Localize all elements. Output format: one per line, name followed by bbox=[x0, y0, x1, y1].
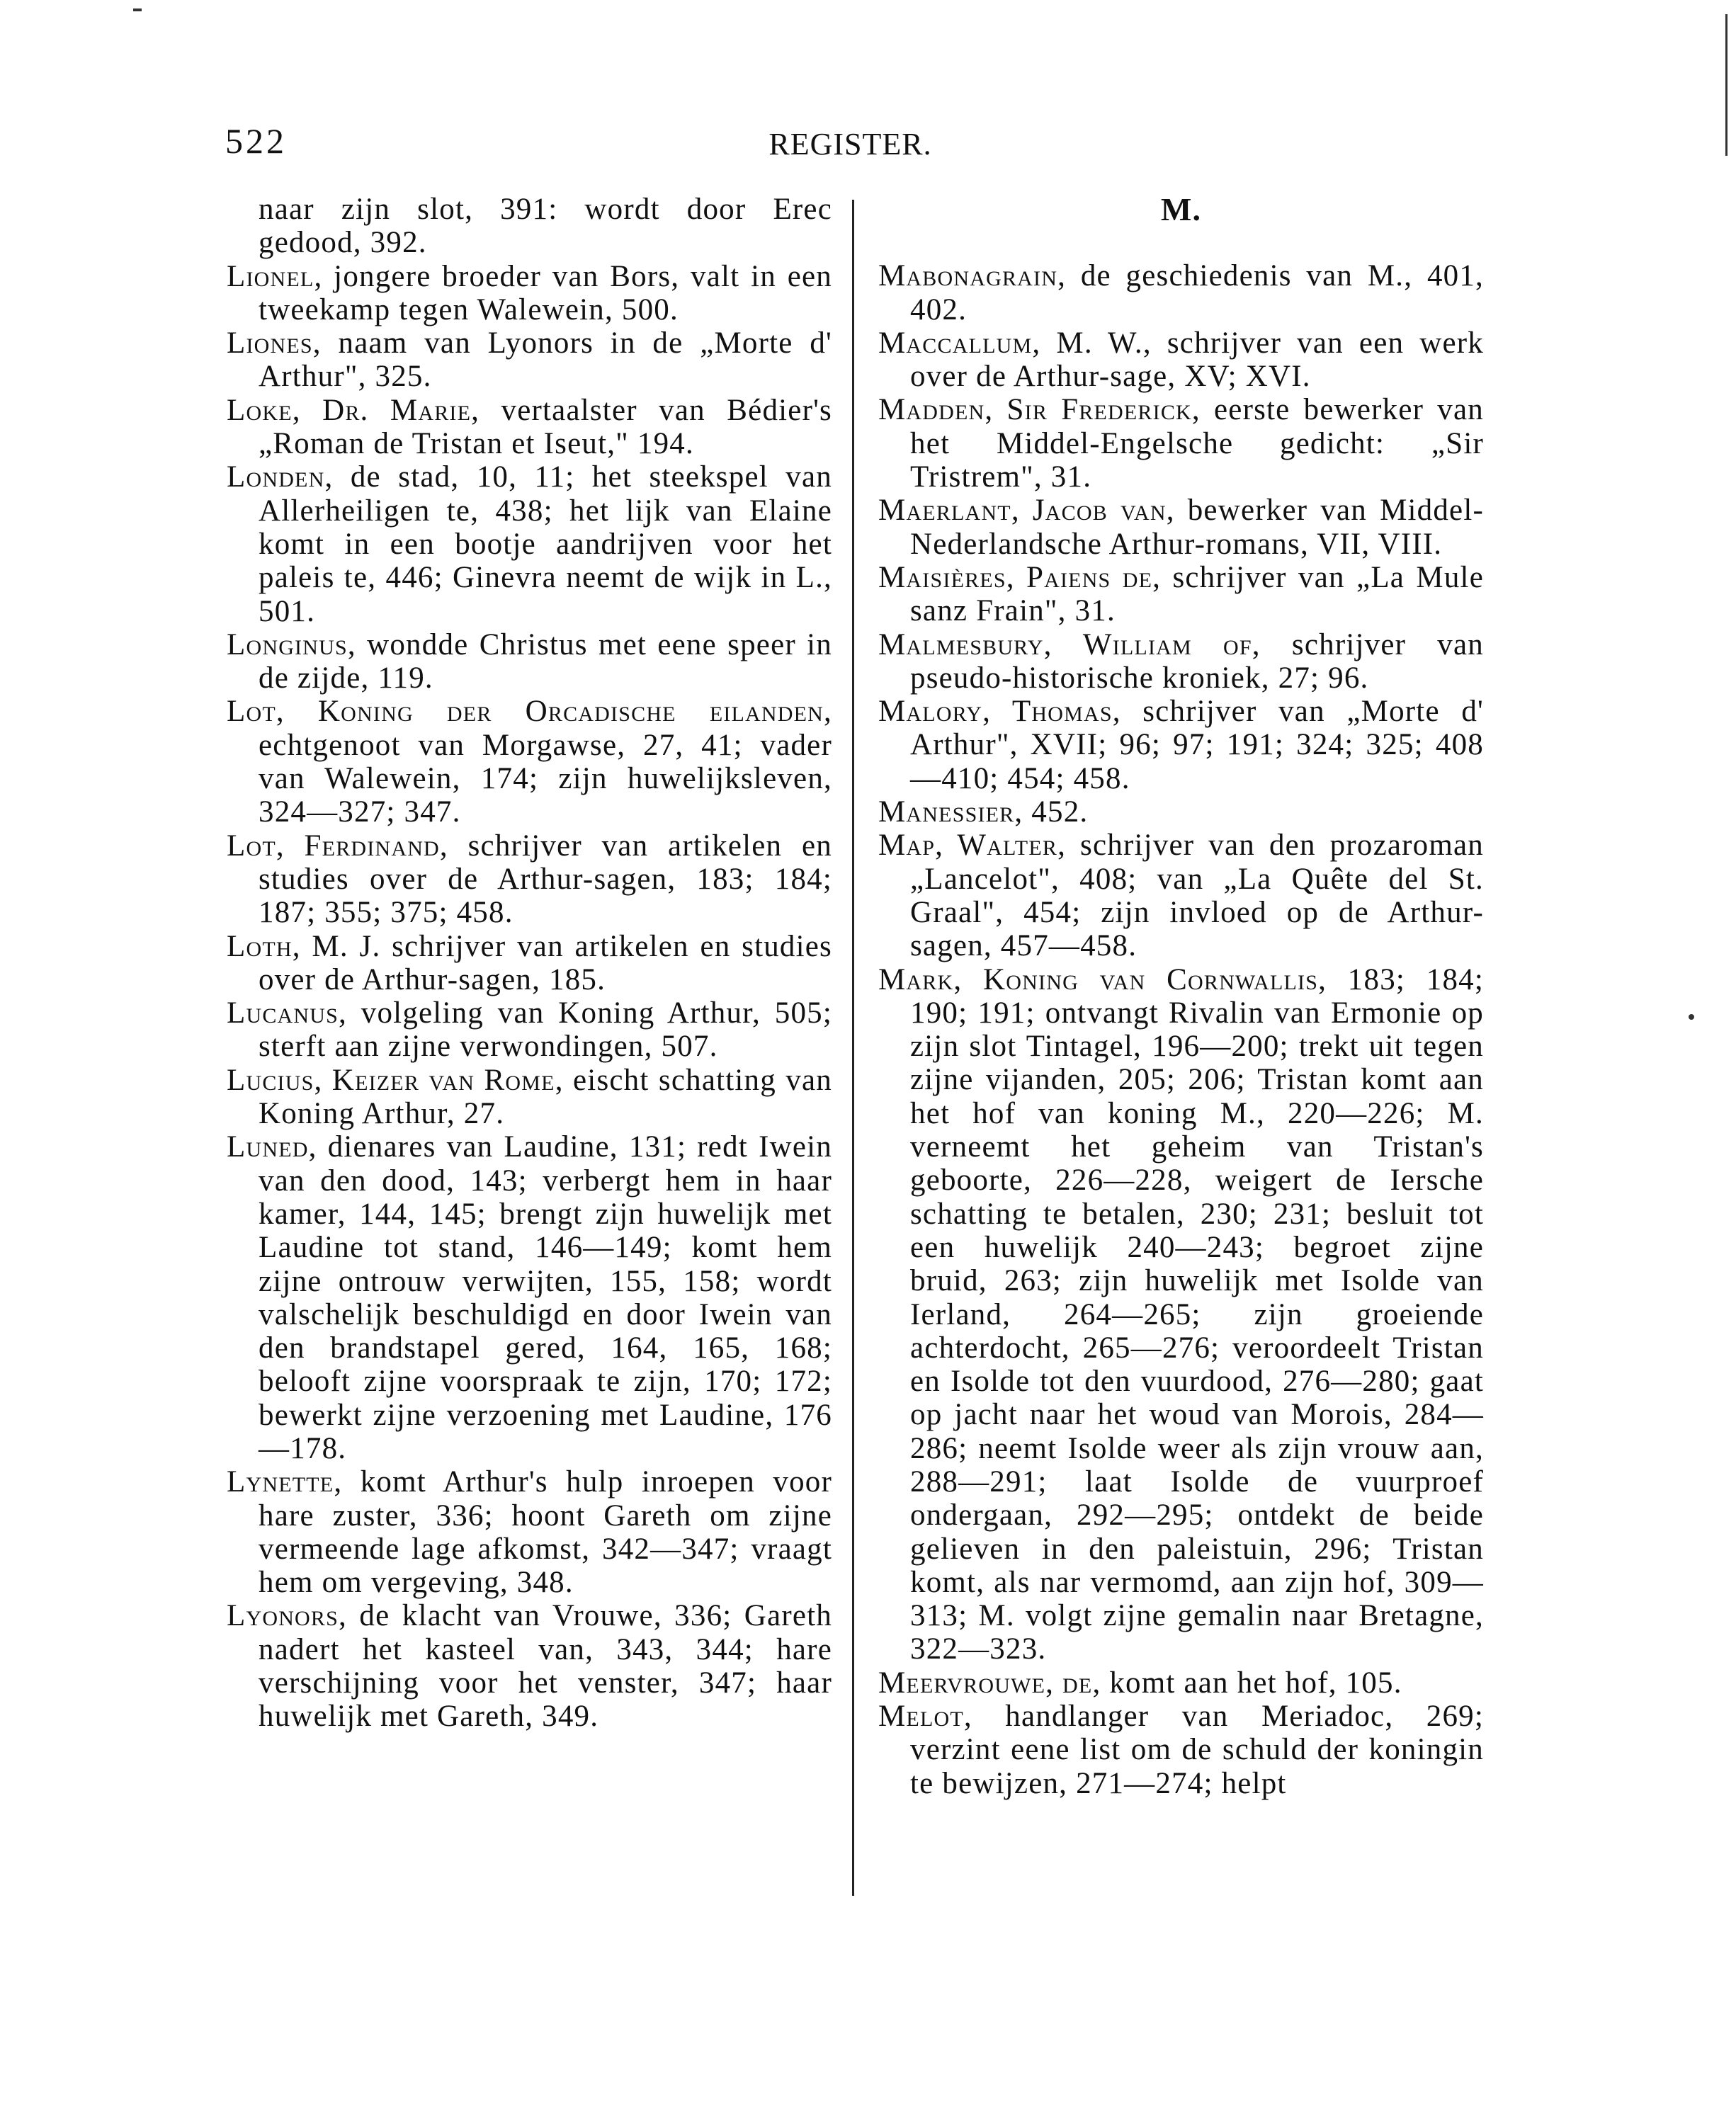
entry-text: , echtgenoot van Morgawse, 27, 41; vader van Walewein, 174; zijn huwelijksleven, 324—327; 347. bbox=[259, 695, 832, 829]
running-title bbox=[0, 126, 1736, 162]
entry-text: , 183; 184; 190; 191; ontvangt Rivalin van Ermonie op zijn slot Tintagel, 196—200; trekt uit tegen zijne vijanden, 205; 206; Tristan komt aan het hof van koning M., 220—226; M. verneemt het geheim van Tristan's geboorte, 226—228, weigert de Iersche schatting te betalen, 230; 231; besluit tot een huwelijk 240—243; begroet zijne bruid, 263; zijn huwelijk met Isolde van Ierland, 264—265; zijn groeiende achterdocht, 265—276; veroordeelt Tristan en Isolde tot den vuurdood, 276—280; gaat op jacht naar het woud van Morois, 284—286; neemt Isolde weer als zijn vrouw aan, 288—291; laat Isolde de vuurproef ondergaan, 292—295; ontdekt de beide gelieven in den paleistuin, 296; Tristan komt, als nar vermomd, aan zijn hof, 309—313; M. volgt zijne gemalin naar Bretagne, 322—323. bbox=[910, 962, 1485, 1666]
index-entry bbox=[227, 1599, 832, 1733]
entry-text: , schrijver van „Morte d' Arthur", XVII; 96; 97; 191; 324; 325; 408—410; 454; 458. bbox=[910, 695, 1484, 795]
index-entry bbox=[878, 829, 1484, 962]
index-entry bbox=[878, 628, 1484, 695]
entry-text: , komt Arthur's hulp inroepen voor hare zuster, 336; hoont Gareth om zijne vermeende lage afkomst, 342—347; vraagt hem om vergeving, 348. bbox=[259, 1465, 832, 1600]
index-entry bbox=[878, 494, 1484, 561]
entry-text: , M. J. schrijver van artikelen en studies over de Arthur-sagen, 185. bbox=[259, 929, 832, 996]
running-title-text: REGISTER. bbox=[768, 127, 932, 161]
entry-text: naar zijn slot, 391: wordt door Erec gedood, 392. bbox=[259, 193, 832, 260]
entry-text: , de stad, 10, 11; het steekspel van Allerheiligen te, 438; het lijk van Elaine komt in een bootje aandrijven voor het paleis te, 446; Ginevra neemt de wijk in L., 501. bbox=[259, 460, 832, 628]
entry-text: , schrijver van artikelen en studies over de Arthur-sagen, 183; 184; 187; 355; 375; 458. bbox=[259, 829, 832, 930]
index-entry bbox=[878, 695, 1484, 795]
index-entry bbox=[227, 996, 832, 1064]
right-column-entries bbox=[878, 259, 1484, 1800]
entry-head: Lucanus bbox=[227, 996, 339, 1030]
entry-head: Longinus bbox=[227, 627, 348, 661]
entry-head: Lyonors bbox=[227, 1599, 339, 1633]
entry-text: , schrijver van „La Mule sanz Frain", 31. bbox=[910, 560, 1484, 628]
index-entry bbox=[227, 1130, 832, 1465]
entry-head: Maerlant, Jacob van bbox=[878, 494, 1167, 528]
index-entry bbox=[227, 460, 832, 627]
index-entry bbox=[227, 930, 832, 997]
index-entry bbox=[227, 326, 832, 394]
index-entry bbox=[227, 829, 832, 930]
entry-text: , de geschiedenis van M., 401, 402. bbox=[910, 259, 1484, 326]
index-entry bbox=[227, 1064, 832, 1131]
entry-head: Malmesbury, William of bbox=[878, 627, 1252, 661]
entry-text: , dienares van Laudine, 131; redt Iwein van den dood, 143; verbergt hem in haar kamer, 144, 145; brengt zijn huwelijk met Laudine tot stand, 146—149; komt hem zijne ontrouw verwijten, 155, 158; wordt valschelijk beschuldigd en door Iwein van den brandstapel gered, 164, 165, 168; belooft zijne voorspraak te zijn, 170; 172; bewerkt zijne verzoening met Laudine, 176—178. bbox=[259, 1130, 832, 1465]
column-divider bbox=[852, 200, 854, 1896]
entry-text: , eerste bewerker van het Middel-Engelsche gedicht: „Sir Tristrem", 31. bbox=[910, 393, 1484, 494]
index-entry bbox=[878, 393, 1484, 494]
right-column bbox=[878, 193, 1484, 1800]
index-entry bbox=[227, 260, 832, 327]
entry-head: Londen bbox=[227, 460, 325, 494]
section-letter: M. bbox=[1160, 191, 1202, 227]
entry-text: , vertaalster van Bédier's „Roman de Tristan et Iseut," 194. bbox=[259, 393, 832, 461]
entry-text: , schrijver van den prozaroman „Lancelot", 408; van „La Quête del St. Graal", 454; zijn invloed op de Arthur-sagen, 457—458. bbox=[910, 829, 1484, 963]
entry-head: Maisières, Paiens de bbox=[878, 560, 1153, 594]
entry-head: Map, Walter bbox=[878, 829, 1058, 863]
entry-text: , 452. bbox=[1014, 795, 1089, 829]
entry-head: Lynette bbox=[227, 1465, 334, 1499]
entry-head: Mabonagrain bbox=[878, 259, 1058, 293]
entry-head: Liones bbox=[227, 326, 313, 360]
entry-head: Malory, Thomas bbox=[878, 695, 1113, 729]
entry-head: Madden, Sir Frederick bbox=[878, 393, 1192, 427]
index-entry bbox=[878, 326, 1484, 394]
index-entry bbox=[878, 963, 1484, 1666]
entry-text: , naam van Lyonors in de „Morte d' Arthur", 325. bbox=[259, 326, 832, 394]
entry-text: , schrijver van pseudo-historische kroniek, 27; 96. bbox=[910, 627, 1484, 695]
index-entry bbox=[878, 1700, 1484, 1800]
index-entry bbox=[878, 795, 1484, 829]
entry-text: , komt aan het hof, 105. bbox=[1092, 1666, 1402, 1700]
index-entry bbox=[227, 193, 832, 260]
entry-head: Mark, Koning van Cornwallis bbox=[878, 962, 1319, 996]
index-entry bbox=[878, 561, 1484, 628]
page-number: 522 bbox=[225, 121, 287, 161]
scan-mark bbox=[1689, 1014, 1694, 1020]
entry-text: , de klacht van Vrouwe, 336; Gareth nadert het kasteel van, 343, 344; hare verschijning voor het venster, 347; haar huwelijk met Gareth, 349. bbox=[259, 1599, 832, 1734]
entry-head: Loth bbox=[227, 929, 293, 963]
index-entry bbox=[227, 1465, 832, 1599]
entry-head: Manessier bbox=[878, 795, 1015, 829]
index-entry bbox=[878, 1666, 1484, 1700]
entry-head: Luned bbox=[227, 1130, 309, 1164]
entry-head: Lucius, Keizer van Rome bbox=[227, 1063, 555, 1097]
entry-head: Lionel bbox=[227, 259, 314, 293]
entry-text: , wondde Christus met eene speer in de zijde, 119. bbox=[259, 627, 832, 695]
index-entry bbox=[227, 394, 832, 461]
entry-head: Lot, Ferdinand bbox=[227, 829, 440, 863]
entry-head: Melot bbox=[878, 1700, 964, 1734]
entry-head: Meervrouwe, de bbox=[878, 1666, 1093, 1700]
entry-text: , bewerker van Middel-Nederlandsche Arthur-romans, VII, VIII. bbox=[910, 494, 1484, 561]
entry-text: , M. W., schrijver van een werk over de Arthur-sage, XV; XVI. bbox=[910, 326, 1484, 394]
entry-head: Loke, Dr. Marie bbox=[227, 393, 472, 427]
scan-mark bbox=[1725, 14, 1728, 156]
index-entry bbox=[227, 695, 832, 829]
scan-mark bbox=[133, 8, 142, 11]
entry-head: Maccallum bbox=[878, 326, 1033, 360]
index-entry bbox=[227, 628, 832, 695]
entry-text: , handlanger van Meriadoc, 269; verzint eene list om de schuld der koningin te bewijzen, 271—274; helpt bbox=[910, 1700, 1484, 1800]
entry-head: Lot, Koning der Orcadische eilanden bbox=[227, 695, 824, 729]
entry-text: , volgeling van Koning Arthur, 505; sterft aan zijne verwondingen, 507. bbox=[259, 996, 832, 1064]
index-entry bbox=[878, 259, 1484, 326]
left-column bbox=[227, 193, 832, 1734]
entry-text: , jongere broeder van Bors, valt in een tweekamp tegen Walewein, 500. bbox=[259, 259, 832, 326]
entry-text: , eischt schatting van Koning Arthur, 27. bbox=[259, 1063, 833, 1131]
